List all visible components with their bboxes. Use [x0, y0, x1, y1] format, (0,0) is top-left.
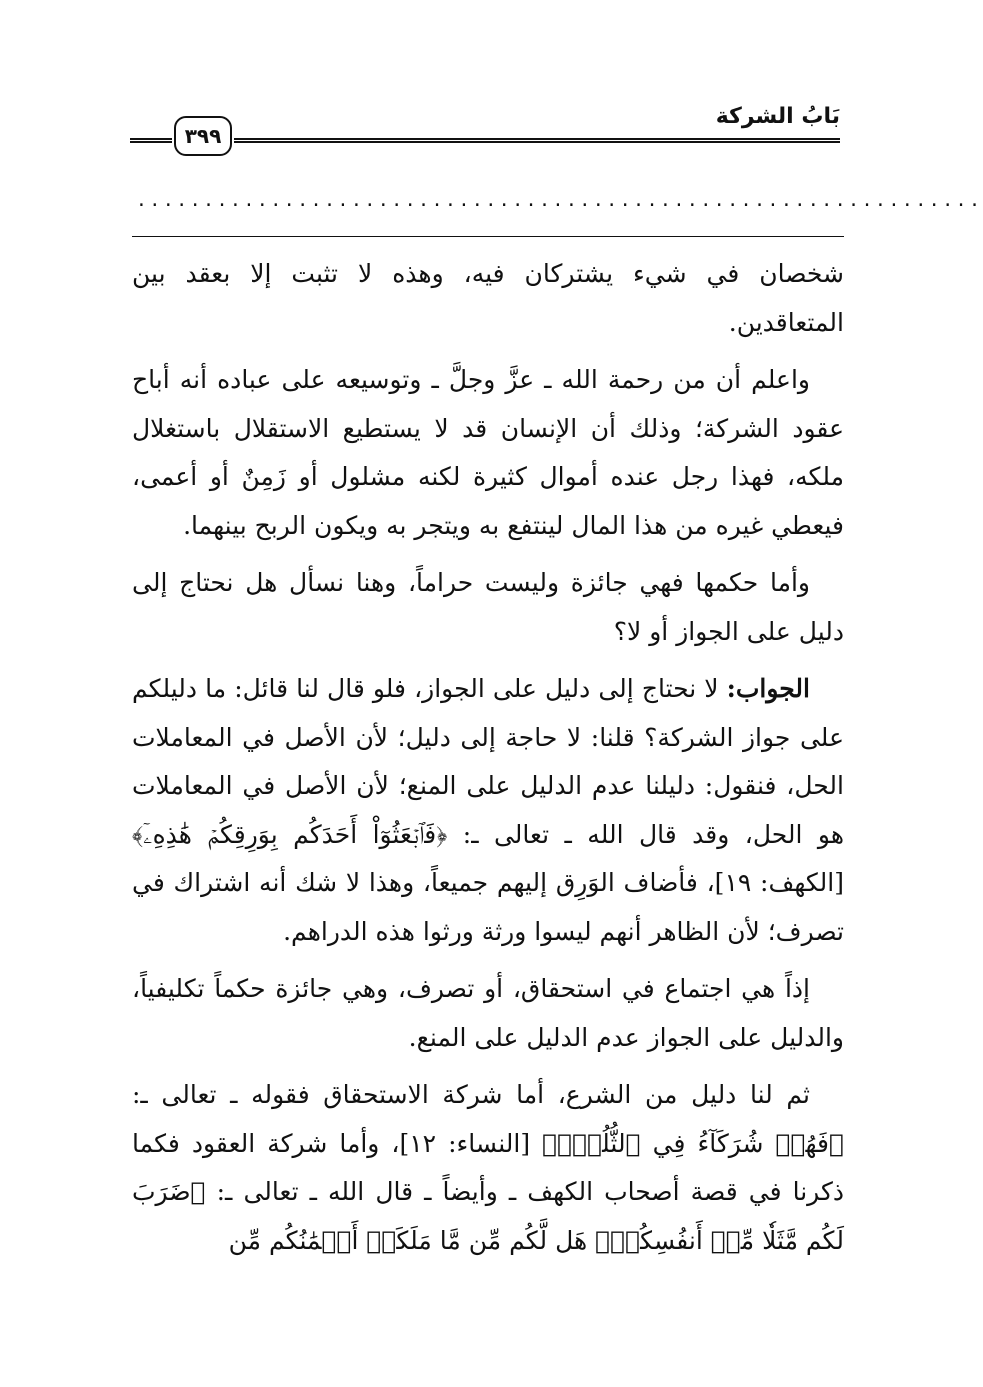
dotted-separator: ............................................................... — [136, 190, 983, 211]
paragraph-1: شخصان في شيء يشتركان فيه، وهذه لا تثبت إلا بعقد بين المتعاقدين. — [132, 259, 844, 337]
paragraph-4-text: لا نحتاج إلى دليل على الجواز، فلو قال لنا قائل: ما دليلكم على جواز الشركة؟ قلنا: لا حاجة إلى دليل؛ لأن الأصل في المعاملات الحل، فنقول: دليلنا عدم الدليل على المنع؛ لأن الأصل في المعاملات هو الحل، وقد قال الله ـ تعالى ـ: ﴿فَٱبۡعَثُوٓاْ أَحَدَكُم بِوَرِقِكُمۡ هَٰذِهِۦٓ﴾ [الكهف: ١٩]، فأضاف الوَرِق إليهم جميعاً، وهذا لا شك أنه اشتراك في تصرف؛ لأن الظاهر أنهم ليسوا ورثة ورثوا هذه الدراهم. — [132, 674, 844, 946]
answer-lead: الجواب: — [726, 674, 810, 703]
header-rule-left — [130, 138, 172, 143]
paragraph-2: واعلم أن من رحمة الله ـ عزَّ وجلَّ ـ وتوسيعه على عباده أنه أباح عقود الشركة؛ وذلك أن الإنسان قد لا يستطيع الاستقلال باستغلال ملكه، فهذا رجل عنده أموال كثيرة لكنه مشلول أو زَمِنٌ أو أعمى، فيعطي غيره من هذا المال لينتفع به ويتجر به ويكون الربح بينهما. — [132, 365, 844, 540]
paragraph-5: إذاً هي اجتماع في استحقاق، أو تصرف، وهي جائزة حكماً تكليفياً، والدليل على الجواز عدم الدليل على المنع. — [132, 974, 844, 1052]
body-text — [132, 250, 844, 1274]
page-header — [130, 100, 840, 160]
paragraph-3: وأما حكمها فهي جائزة وليست حراماً، وهنا نسأل هل نحتاج إلى دليل على الجواز أو لا؟ — [132, 568, 844, 646]
separator-line — [132, 236, 844, 237]
chapter-title: بَابُ الشركة — [715, 104, 840, 129]
paragraph-4 — [132, 665, 844, 956]
page-number: ٣٩٩ — [174, 116, 232, 156]
header-rule — [234, 138, 840, 143]
paragraph-6: ثم لنا دليل من الشرع، أما شركة الاستحقاق فقوله ـ تعالى ـ: ﴿فَهُمۡ شُرَكَآءُ فِي ٱلثُّلُثِۚ﴾ [النساء: ١٢]، وأما شركة العقود فكما ذكرنا في قصة أصحاب الكهف ـ وأيضاً ـ قال الله ـ تعالى ـ: ﴿ضَرَبَ لَكُم مَّثَلٗا مِّنۡ أَنفُسِكُمۡۖ هَل لَّكُم مِّن مَّا مَلَكَتۡ أَيۡمَٰنُكُم مِّن — [132, 1080, 844, 1255]
